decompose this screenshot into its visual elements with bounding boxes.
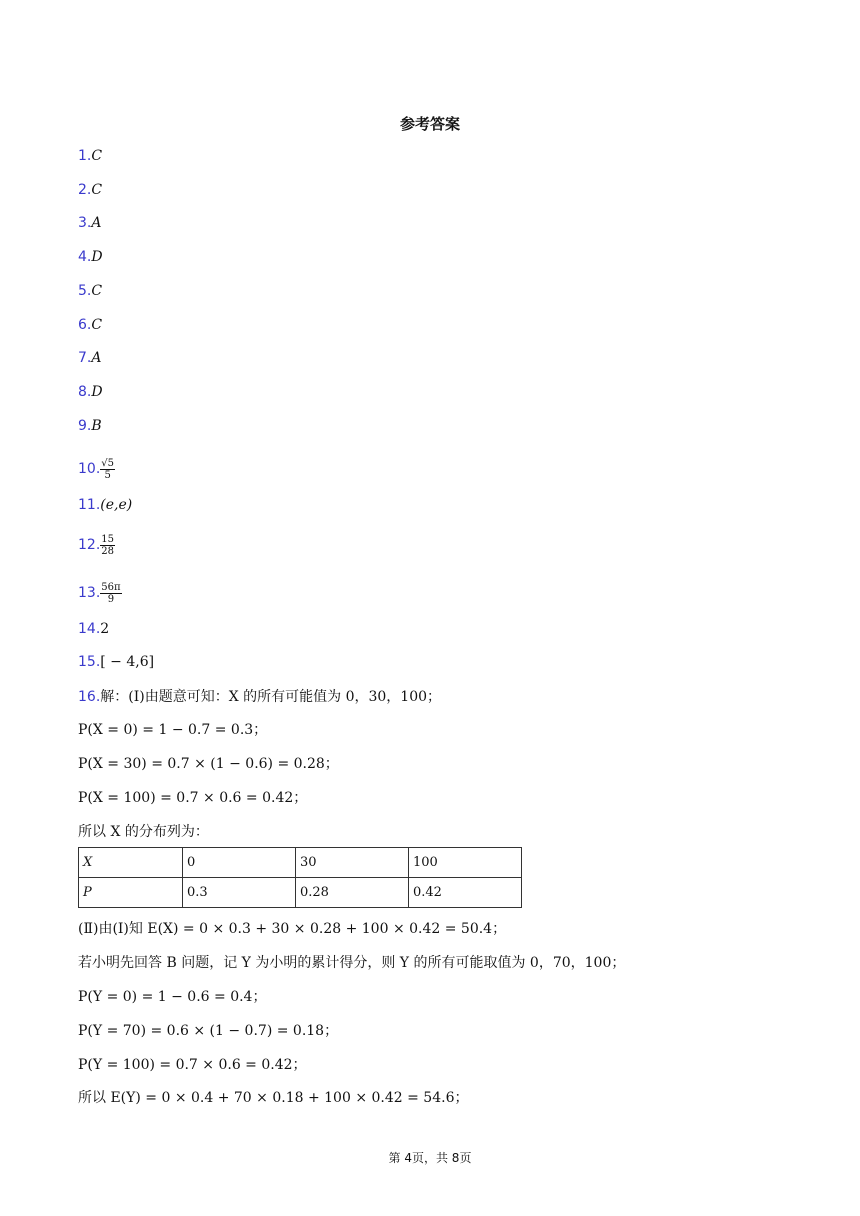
answer-item (78, 530, 115, 560)
solution-line: P(Y = 0) = 1 − 0.6 = 0.4； (78, 989, 267, 1005)
answer-item (78, 381, 103, 403)
answer-number: 12. (78, 537, 101, 553)
solution-line: (Ⅱ)由(Ⅰ)知 E(X) = 0 × 0.3 + 30 × 0.28 + 100 × 0.42 = 50.4； (78, 921, 507, 937)
answer-number: 9. (78, 418, 92, 434)
answer-item (78, 145, 102, 167)
answer-value: (e,e) (100, 497, 133, 513)
answer-number: 3. (78, 215, 92, 231)
answer-number: 1. (78, 148, 92, 164)
answer-item (78, 494, 132, 516)
fraction (100, 582, 121, 605)
answer-value: C (91, 317, 103, 333)
solution-line: P(X = 30) = 0.7 × (1 − 0.6) = 0.28； (78, 756, 339, 772)
answer-value: [ − 4,6] (100, 654, 155, 670)
answer-number: 8. (78, 384, 92, 400)
answer-value: D (91, 249, 103, 265)
fraction-denominator: 5 (104, 469, 111, 481)
answer-item (78, 347, 101, 369)
answer-value: D (91, 384, 103, 400)
fraction (100, 458, 115, 481)
answer-number: 10. (78, 461, 101, 477)
table-row (79, 848, 522, 878)
solution-line: 所以 E(Y) = 0 × 0.4 + 70 × 0.18 + 100 × 0.42 = 54.6； (78, 1090, 469, 1106)
answer-value: 2 (100, 621, 110, 637)
answer-number: 11. (78, 497, 101, 513)
page-title: 参考答案 (399, 115, 460, 133)
solution-intro (78, 686, 441, 708)
answer-value: A (91, 215, 102, 231)
table-cell: 30 (296, 848, 409, 878)
distribution-table (78, 847, 522, 908)
page-footer: 第 4页，共 8页 (388, 1151, 472, 1165)
solution-line: 若小明先回答 B 问题，记 Y 为小明的累计得分，则 Y 的所有可能取值为 0，70，100； (78, 955, 626, 971)
answer-number: 2. (78, 182, 92, 198)
table-cell: X (79, 848, 183, 878)
answer-item (78, 618, 109, 640)
answer-item (78, 246, 103, 268)
answer-item (78, 280, 102, 302)
answer-value: C (91, 148, 103, 164)
answer-number: 16. (78, 689, 101, 705)
fraction-numerator: 15 (101, 533, 114, 545)
answer-value: C (91, 283, 103, 299)
table-row (79, 878, 522, 908)
solution-line: P(X = 0) = 1 − 0.7 = 0.3； (78, 722, 268, 738)
table-cell: 0.42 (409, 878, 522, 908)
answer-item (78, 314, 102, 336)
solution-text: 解：(Ⅰ)由题意可知：X 的所有可能值为 0，30，100； (100, 689, 442, 705)
answer-number: 4. (78, 249, 92, 265)
table-cell: 0 (183, 848, 296, 878)
answer-item (78, 651, 154, 673)
answer-value: A (91, 350, 102, 366)
fraction-denominator: 9 (107, 593, 115, 605)
answer-number: 7. (78, 350, 92, 366)
answer-number: 5. (78, 283, 92, 299)
answer-number: 15. (78, 654, 101, 670)
answer-item (78, 415, 102, 437)
table-cell: 0.3 (183, 878, 296, 908)
answer-item (78, 578, 122, 608)
answer-number: 13. (78, 585, 101, 601)
solution-line: P(X = 100) = 0.7 × 0.6 = 0.42； (78, 790, 308, 806)
answer-item (78, 454, 115, 484)
answer-item (78, 179, 102, 201)
answer-number: 14. (78, 621, 101, 637)
table-cell: 0.28 (296, 878, 409, 908)
fraction-denominator: 28 (101, 545, 114, 557)
fraction (100, 534, 115, 557)
solution-line: P(Y = 70) = 0.6 × (1 − 0.7) = 0.18； (78, 1023, 339, 1039)
answer-value: B (91, 418, 102, 434)
fraction-numerator: 56π (101, 581, 121, 593)
answer-item (78, 212, 101, 234)
solution-line: P(Y = 100) = 0.7 × 0.6 = 0.42； (78, 1057, 307, 1073)
solution-line: 所以 X 的分布列为： (78, 824, 209, 840)
table-cell: P (79, 878, 183, 908)
answer-value: C (91, 182, 103, 198)
answer-number: 6. (78, 317, 92, 333)
table-cell: 100 (409, 848, 522, 878)
fraction-numerator: √5 (101, 457, 114, 469)
